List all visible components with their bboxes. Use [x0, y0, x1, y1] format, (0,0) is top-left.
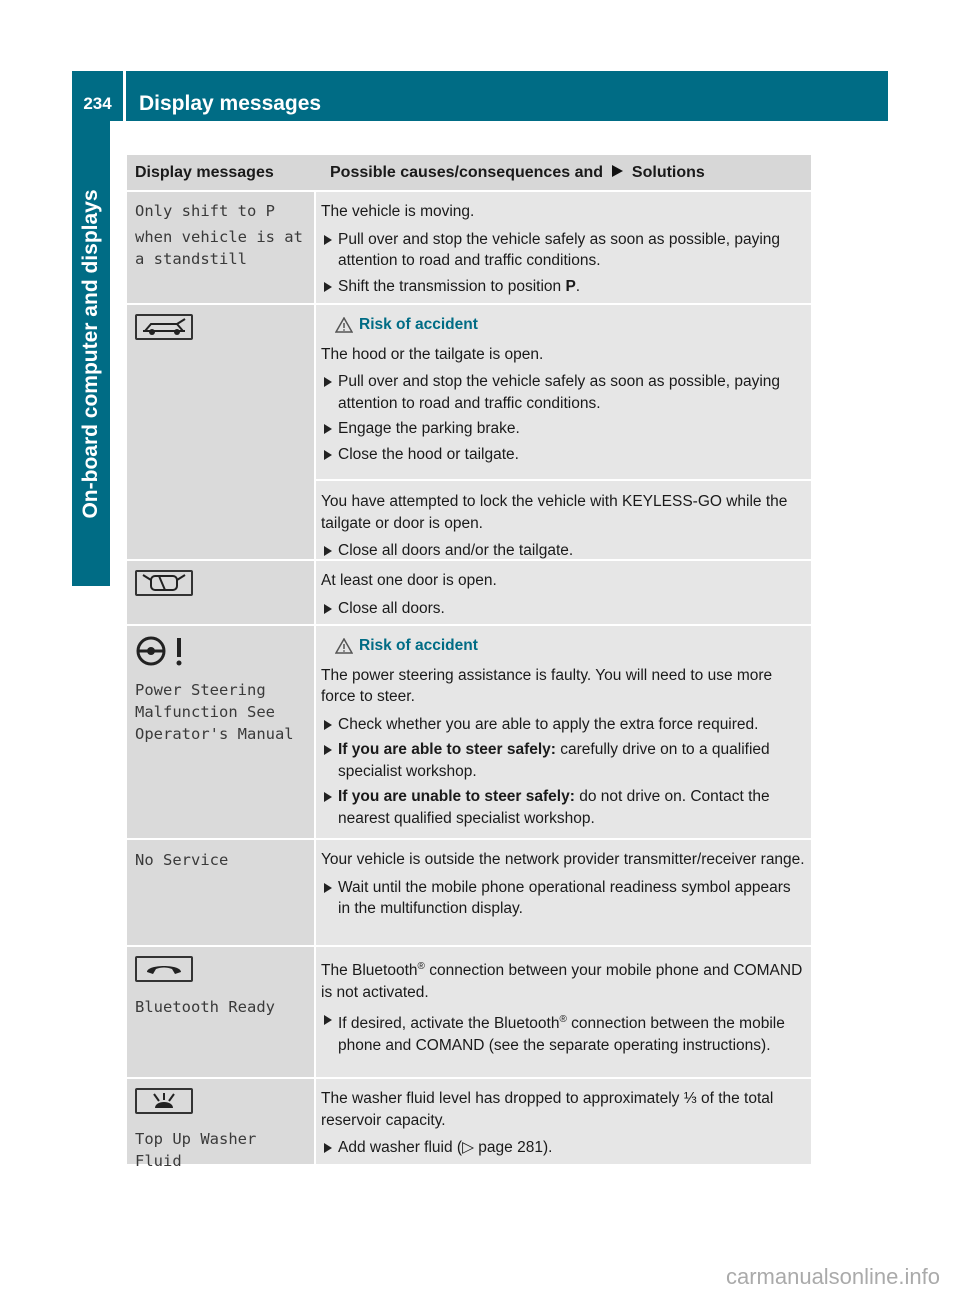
- solution-step: Check whether you are able to apply the extra force required.: [321, 714, 805, 736]
- washer-fluid-icon: [135, 1088, 193, 1114]
- cause-solution: Risk of accident The power steering assistance is faulty. You will need to use more force to steer. Check whether you are able to apply the extra force required. If you are able to steer safely: carefully drive on to a qualified specialist workshop. If you are unable to steer safely: do not drive on. Contact the nearest qualified specialist workshop.: [316, 626, 811, 838]
- page-header: [72, 71, 888, 121]
- warning-triangle-icon: [335, 317, 353, 333]
- solution-step: Pull over and stop the vehicle safely as soon as possible, paying attention to road and traffic conditions.: [321, 229, 805, 272]
- cause-solution: The washer fluid level has dropped to approximately ⅓ of the total reservoir capacity. Add washer fluid (▷ page 281).: [316, 1079, 811, 1164]
- display-message: Top Up Washer Fluid: [127, 1079, 314, 1164]
- table-row: [127, 1077, 811, 1170]
- solution-step: Add washer fluid (▷ page 281).: [321, 1137, 805, 1159]
- warning-heading: Risk of accident: [321, 314, 805, 336]
- solution-step: If you are unable to steer safely: do not drive on. Contact the nearest qualified specialist workshop.: [321, 786, 805, 829]
- table-row: [127, 303, 811, 559]
- cause-solution: Your vehicle is outside the network provider transmitter/receiver range. Wait until the mobile phone operational readiness symbol appears in the multifunction display.: [316, 840, 811, 945]
- solution-step: Close all doors.: [321, 598, 805, 620]
- open-hood-tailgate-icon: [135, 314, 193, 340]
- solution-step: Pull over and stop the vehicle safely as soon as possible, paying attention to road and traffic conditions.: [321, 371, 805, 414]
- display-message: Power Steering Malfunction See Operator's Manual: [127, 626, 314, 838]
- door-open-icon: [135, 570, 193, 596]
- table-header: [127, 155, 811, 190]
- display-message: Only shift to P when vehicle is at a standstill: [127, 192, 314, 303]
- table-row: [127, 945, 811, 1077]
- arrow-right-icon: [610, 164, 624, 178]
- page-reference-arrow-icon: ▷: [462, 1139, 474, 1156]
- warning-heading: Risk of accident: [321, 635, 805, 657]
- cause-solution: At least one door is open. Close all doors.: [316, 561, 811, 624]
- table-row: [127, 624, 811, 838]
- solution-step: If desired, activate the Bluetooth® connection between the mobile phone and COMAND (see the separate operating instructions).: [321, 1009, 805, 1056]
- cause-solution: The Bluetooth® connection between your mobile phone and COMAND is not activated. If desired, activate the Bluetooth® connection between the mobile phone and COMAND (see the separate operating instructions).: [316, 947, 811, 1077]
- phone-handset-icon: [135, 956, 193, 982]
- page-number: 234: [72, 71, 126, 121]
- display-message: [127, 561, 314, 624]
- side-tab: [72, 121, 110, 586]
- solution-step: Shift the transmission to position P.: [321, 276, 805, 298]
- display-message: Bluetooth Ready: [127, 947, 314, 1077]
- solution-step: Close the hood or tailgate.: [321, 444, 805, 466]
- power-steering-warning-icon: [135, 635, 197, 667]
- cause-solution: The vehicle is moving. Pull over and stop the vehicle safely as soon as possible, paying attention to road and traffic conditions. Shift the transmission to position P.: [316, 192, 811, 303]
- display-message: No Service: [127, 840, 314, 945]
- solution-step: Engage the parking brake.: [321, 418, 805, 440]
- solution-step: Wait until the mobile phone operational readiness symbol appears in the multifunction display.: [321, 877, 805, 920]
- col1-header: Display messages: [135, 164, 274, 181]
- solution-step: If you are able to steer safely: carefully drive on to a qualified specialist workshop.: [321, 739, 805, 782]
- watermark: carmanualsonline.info: [725, 1264, 940, 1289]
- cause-solution: Risk of accident The hood or the tailgate is open. Pull over and stop the vehicle safely as soon as possible, paying attention to road and traffic conditions. Engage the parking brake. Close the hood or tailgate. You have attempted to lock the vehicle with KEYLESS-GO while the tailgate or door is open. Close all doors and/or the tailgate.: [316, 305, 811, 559]
- table-row: [127, 190, 811, 303]
- side-tab-label: On-board computer and displays: [79, 188, 102, 519]
- solution-step: Close all doors and/or the tailgate.: [321, 540, 805, 562]
- display-messages-table: [127, 155, 811, 1170]
- display-message: [127, 305, 314, 559]
- page-title: Display messages: [139, 92, 322, 115]
- table-row: [127, 559, 811, 624]
- warning-triangle-icon: [335, 638, 353, 654]
- col2-header: Possible causes/consequences and Solutions: [330, 164, 705, 181]
- table-row: [127, 838, 811, 945]
